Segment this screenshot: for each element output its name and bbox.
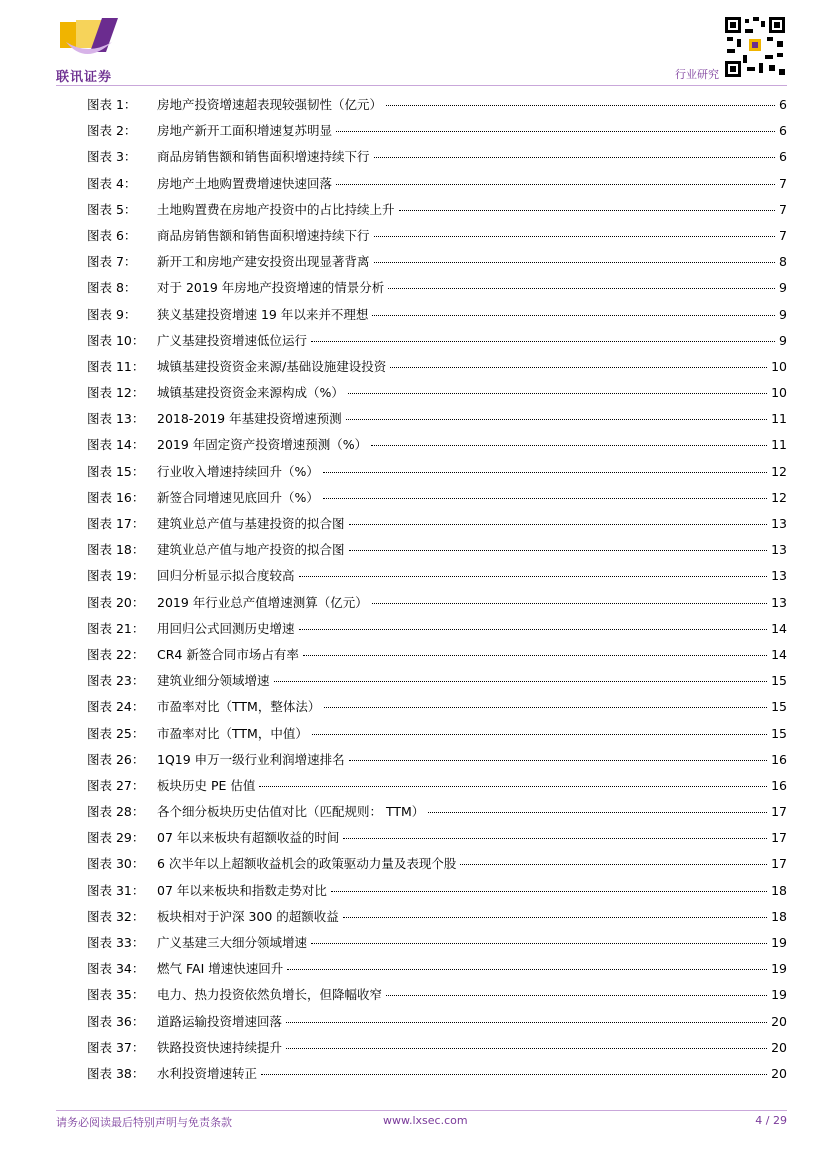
toc-entry-label: 图表 12：	[87, 385, 145, 401]
toc-entry-label: 图表 35：	[87, 987, 145, 1003]
toc-entry-title[interactable]: 建筑业总产值与地产投资的拟合图	[157, 542, 345, 558]
qr-code-icon	[723, 15, 787, 79]
toc-entry-label: 图表 2：	[87, 123, 137, 139]
brand-name: 联讯证券	[56, 70, 113, 85]
toc-dot-leader	[286, 1048, 767, 1049]
toc-entry-page[interactable]: 7	[779, 201, 787, 217]
toc-entry-page[interactable]: 19	[771, 935, 787, 950]
toc-entry[interactable]	[87, 228, 787, 254]
toc-entry-label: 图表 33：	[87, 935, 145, 950]
toc-entry-page[interactable]: 7	[779, 227, 787, 243]
toc-entry[interactable]	[87, 699, 787, 725]
toc-entry-page[interactable]: 15	[771, 673, 787, 689]
toc-dot-leader	[343, 917, 767, 918]
toc-dot-leader	[261, 1074, 767, 1075]
toc-entry-title[interactable]: 广义基建三大细分领域增速	[157, 935, 308, 950]
toc-entry-label: 图表 5：	[87, 201, 137, 217]
toc-entry-label: 图表 24：	[87, 699, 145, 715]
toc-entry-label: 图表 7：	[87, 254, 137, 270]
toc-entry-page[interactable]: 12	[771, 489, 787, 505]
toc-dot-leader	[311, 341, 775, 342]
toc-entry-page[interactable]: 9	[779, 280, 787, 296]
toc-entry-page[interactable]: 15	[771, 699, 787, 715]
toc-dot-leader	[323, 472, 767, 473]
toc-entry-page[interactable]: 17	[771, 856, 787, 872]
toc-entry-page[interactable]: 9	[779, 306, 787, 322]
toc-entry[interactable]	[87, 516, 787, 542]
toc-entry-page[interactable]: 6	[779, 149, 787, 165]
toc-dot-leader	[374, 262, 776, 263]
toc-entry-label: 图表 17：	[87, 516, 145, 531]
toc-dot-leader	[372, 315, 775, 316]
toc-entry-page[interactable]: 6	[779, 97, 787, 112]
toc-entry-label: 图表 9：	[87, 306, 137, 322]
toc-entry[interactable]	[87, 883, 787, 909]
toc-entry-page[interactable]: 8	[779, 254, 787, 270]
toc-entry-title[interactable]: 07 年以来板块和指数走势对比	[157, 882, 327, 898]
header-divider	[56, 85, 787, 86]
toc-entry-label: 图表 36：	[87, 1013, 145, 1029]
toc-entry[interactable]	[87, 804, 787, 830]
toc-entry[interactable]	[87, 909, 787, 935]
toc-entry-label: 图表 34：	[87, 961, 145, 977]
toc-entry-page[interactable]: 16	[771, 777, 787, 793]
toc-entry-page[interactable]: 10	[771, 358, 787, 374]
toc-dot-leader	[349, 550, 768, 551]
toc-entry-page[interactable]: 18	[771, 882, 787, 898]
toc-dot-leader	[331, 891, 767, 892]
toc-entry[interactable]	[87, 935, 787, 961]
toc-entry-title[interactable]: 2019 年固定资产投资增速预测（%）	[157, 437, 368, 453]
toc-entry[interactable]	[87, 595, 787, 621]
toc-dot-leader	[311, 943, 767, 944]
toc-entry-page[interactable]: 7	[779, 175, 787, 191]
toc-entry-label: 图表 4：	[87, 175, 137, 191]
toc-entry-page[interactable]: 20	[771, 1013, 787, 1029]
toc-entry-label: 图表 18：	[87, 542, 145, 558]
toc-entry[interactable]	[87, 621, 787, 647]
toc-dot-leader	[390, 367, 767, 368]
toc-entry-page[interactable]: 18	[771, 908, 787, 924]
toc-entry[interactable]	[87, 542, 787, 568]
toc-entry-page[interactable]: 14	[771, 620, 787, 636]
toc-dot-leader	[374, 236, 776, 237]
toc-entry-title[interactable]: 城镇基建投资资金来源构成（%）	[157, 385, 344, 401]
toc-entry[interactable]	[87, 176, 787, 202]
toc-entry[interactable]	[87, 254, 787, 280]
toc-entry[interactable]	[87, 437, 787, 463]
footer-website-link[interactable]: www.lxsec.com	[383, 1114, 468, 1127]
toc-entry-label: 图表 32：	[87, 908, 145, 924]
toc-dot-leader	[299, 576, 768, 577]
toc-entry-title[interactable]: 建筑业细分领域增速	[157, 673, 270, 689]
toc-entry[interactable]	[87, 411, 787, 437]
toc-entry-page[interactable]: 13	[771, 516, 787, 531]
figure-index-list	[87, 97, 787, 1092]
toc-entry-title[interactable]: 2019 年行业总产值增速测算（亿元）	[157, 594, 368, 610]
toc-dot-leader	[323, 498, 767, 499]
toc-entry-page[interactable]: 20	[771, 1065, 787, 1081]
toc-entry-page[interactable]: 19	[771, 961, 787, 977]
toc-entry[interactable]	[87, 1014, 787, 1040]
toc-entry-label: 图表 23：	[87, 673, 145, 689]
page-number: 4 / 29	[755, 1114, 787, 1127]
toc-entry[interactable]	[87, 307, 787, 333]
toc-entry-label: 图表 14：	[87, 437, 145, 453]
toc-entry[interactable]	[87, 490, 787, 516]
toc-entry-label: 图表 26：	[87, 751, 145, 767]
toc-dot-leader	[259, 786, 767, 787]
toc-dot-leader	[374, 157, 776, 158]
toc-entry-title[interactable]: 新开工和房地产建安投资出现显著背离	[157, 254, 370, 270]
toc-entry-title[interactable]: 新签合同增速见底回升（%）	[157, 489, 319, 505]
toc-entry-page[interactable]: 13	[771, 568, 787, 584]
toc-entry-label: 图表 30：	[87, 856, 145, 872]
toc-entry-title[interactable]: 房地产土地购置费增速快速回落	[157, 175, 333, 191]
toc-entry[interactable]	[87, 961, 787, 987]
toc-dot-leader	[349, 760, 767, 761]
toc-dot-leader	[386, 995, 767, 996]
toc-dot-leader	[348, 393, 767, 394]
toc-entry[interactable]	[87, 464, 787, 490]
toc-dot-leader	[336, 131, 775, 132]
toc-entry-title[interactable]: 房地产投资增速超表现较强韧性（亿元）	[157, 97, 383, 112]
toc-dot-leader	[386, 105, 775, 106]
toc-entry-label: 图表 31：	[87, 882, 145, 898]
toc-dot-leader	[460, 864, 767, 865]
toc-entry-title[interactable]: 6 次半年以上超额收益机会的政策驱动力量及表现个股	[157, 856, 457, 872]
toc-dot-leader	[299, 629, 768, 630]
toc-entry[interactable]	[87, 987, 787, 1013]
toc-entry[interactable]	[87, 333, 787, 359]
toc-entry-label: 图表 25：	[87, 725, 145, 741]
toc-entry[interactable]	[87, 830, 787, 856]
toc-entry-title[interactable]: 燃气 FAI 增速快速回升	[157, 961, 284, 977]
toc-entry[interactable]	[87, 1066, 787, 1092]
toc-dot-leader	[349, 524, 768, 525]
toc-dot-leader	[287, 969, 767, 970]
toc-entry-label: 图表 22：	[87, 646, 145, 662]
toc-entry[interactable]	[87, 1040, 787, 1066]
toc-entry-title[interactable]: 2018-2019 年基建投资增速预测	[157, 411, 342, 427]
toc-entry-title[interactable]: 回归分析显示拟合度较高	[157, 568, 295, 584]
toc-entry-page[interactable]: 15	[771, 725, 787, 741]
toc-entry[interactable]	[87, 856, 787, 882]
toc-entry-title[interactable]: 市盈率对比（TTM，中值）	[157, 725, 308, 741]
toc-entry-page[interactable]: 10	[771, 385, 787, 401]
toc-entry-label: 图表 13：	[87, 411, 145, 427]
toc-entry-title[interactable]: 商品房销售额和销售面积增速持续下行	[157, 149, 370, 165]
toc-dot-leader	[428, 812, 767, 813]
toc-dot-leader	[371, 445, 767, 446]
toc-entry-label: 图表 6：	[87, 227, 137, 243]
toc-entry-title[interactable]: 用回归公式回测历史增速	[157, 620, 295, 636]
toc-entry-page[interactable]: 20	[771, 1039, 787, 1055]
toc-entry[interactable]	[87, 97, 787, 123]
toc-entry-label: 图表 37：	[87, 1039, 145, 1055]
toc-entry-page[interactable]: 11	[771, 411, 787, 427]
toc-entry-title[interactable]: 1Q19 申万一级行业利润增速排名	[157, 751, 345, 767]
section-label: 行业研究	[675, 68, 719, 81]
toc-entry-page[interactable]: 17	[771, 830, 787, 846]
toc-entry-title[interactable]: 商品房销售额和销售面积增速持续下行	[157, 227, 370, 243]
toc-dot-leader	[346, 419, 767, 420]
toc-entry-page[interactable]: 6	[779, 123, 787, 139]
toc-entry-page[interactable]: 14	[771, 646, 787, 662]
footer-divider	[56, 1110, 787, 1111]
toc-entry-label: 图表 8：	[87, 280, 137, 296]
toc-entry[interactable]	[87, 778, 787, 804]
toc-entry-label: 图表 38：	[87, 1065, 145, 1081]
toc-entry-label: 图表 27：	[87, 777, 145, 793]
toc-entry-title[interactable]: 对于 2019 年房地产投资增速的情景分析	[157, 280, 385, 296]
toc-entry-title[interactable]: CR4 新签合同市场占有率	[157, 646, 299, 662]
toc-entry-label: 图表 19：	[87, 568, 145, 584]
toc-entry-title[interactable]: 板块历史 PE 估值	[157, 777, 256, 793]
toc-dot-leader	[388, 288, 775, 289]
toc-entry-title[interactable]: 行业收入增速持续回升（%）	[157, 463, 319, 479]
toc-dot-leader	[372, 603, 767, 604]
toc-entry-label: 图表 28：	[87, 804, 145, 820]
toc-entry-label: 图表 11：	[87, 358, 145, 374]
toc-entry[interactable]	[87, 568, 787, 594]
brand-logo-icon	[56, 12, 128, 68]
toc-entry-label: 图表 3：	[87, 149, 137, 165]
toc-dot-leader	[336, 184, 775, 185]
toc-entry-page[interactable]: 19	[771, 987, 787, 1003]
toc-entry[interactable]	[87, 673, 787, 699]
toc-entry-title[interactable]: 房地产新开工面积增速复苏明显	[157, 123, 333, 139]
toc-entry-title[interactable]: 铁路投资快速持续提升	[157, 1039, 283, 1055]
toc-entry-title[interactable]: 各个细分板块历史估值对比（匹配规则： TTM）	[157, 804, 425, 820]
toc-entry[interactable]	[87, 726, 787, 752]
toc-dot-leader	[286, 1022, 767, 1023]
toc-entry[interactable]	[87, 752, 787, 778]
toc-entry-title[interactable]: 城镇基建投资资金来源/基础设施建设投资	[157, 358, 387, 374]
toc-entry-title[interactable]: 广义基建投资增速低位运行	[157, 332, 308, 348]
toc-entry-title[interactable]: 土地购置费在房地产投资中的占比持续上升	[157, 201, 395, 217]
toc-entry-label: 图表 29：	[87, 830, 145, 846]
toc-dot-leader	[274, 681, 768, 682]
toc-entry-page[interactable]: 9	[779, 332, 787, 348]
toc-entry-label: 图表 16：	[87, 489, 145, 505]
toc-entry-title[interactable]: 道路运输投资增速回落	[157, 1013, 283, 1029]
toc-entry-title[interactable]: 建筑业总产值与基建投资的拟合图	[157, 516, 345, 531]
toc-entry-title[interactable]: 狭义基建投资增速 19 年以来并不理想	[157, 306, 369, 322]
toc-entry-title[interactable]: 水利投资增速转正	[157, 1065, 258, 1081]
toc-entry-label: 图表 1：	[87, 97, 137, 112]
footer-disclaimer[interactable]: 请务必阅读最后特别声明与免责条款	[56, 1116, 232, 1129]
toc-entry[interactable]	[87, 202, 787, 228]
toc-entry[interactable]	[87, 149, 787, 175]
toc-entry-page[interactable]: 13	[771, 594, 787, 610]
toc-entry-page[interactable]: 16	[771, 751, 787, 767]
toc-entry-label: 图表 10：	[87, 332, 145, 348]
toc-entry[interactable]	[87, 385, 787, 411]
toc-dot-leader	[324, 707, 767, 708]
toc-entry[interactable]	[87, 123, 787, 149]
toc-entry-page[interactable]: 13	[771, 542, 787, 558]
toc-entry-page[interactable]: 17	[771, 804, 787, 820]
toc-entry-label: 图表 15：	[87, 463, 145, 479]
toc-entry-page[interactable]: 12	[771, 463, 787, 479]
toc-entry-title[interactable]: 07 年以来板块有超额收益的时间	[157, 830, 340, 846]
toc-entry-page[interactable]: 11	[771, 437, 787, 453]
toc-dot-leader	[312, 734, 767, 735]
toc-entry-title[interactable]: 板块相对于沪深 300 的超额收益	[157, 908, 339, 924]
toc-entry-title[interactable]: 市盈率对比（TTM，整体法）	[157, 699, 321, 715]
toc-entry-label: 图表 20：	[87, 594, 145, 610]
toc-dot-leader	[303, 655, 767, 656]
toc-entry[interactable]	[87, 647, 787, 673]
toc-dot-leader	[343, 838, 767, 839]
toc-entry[interactable]	[87, 280, 787, 306]
toc-entry-label: 图表 21：	[87, 620, 145, 636]
toc-entry-title[interactable]: 电力、热力投资依然负增长，但降幅收窄	[157, 987, 383, 1003]
toc-entry[interactable]	[87, 359, 787, 385]
toc-dot-leader	[399, 210, 776, 211]
